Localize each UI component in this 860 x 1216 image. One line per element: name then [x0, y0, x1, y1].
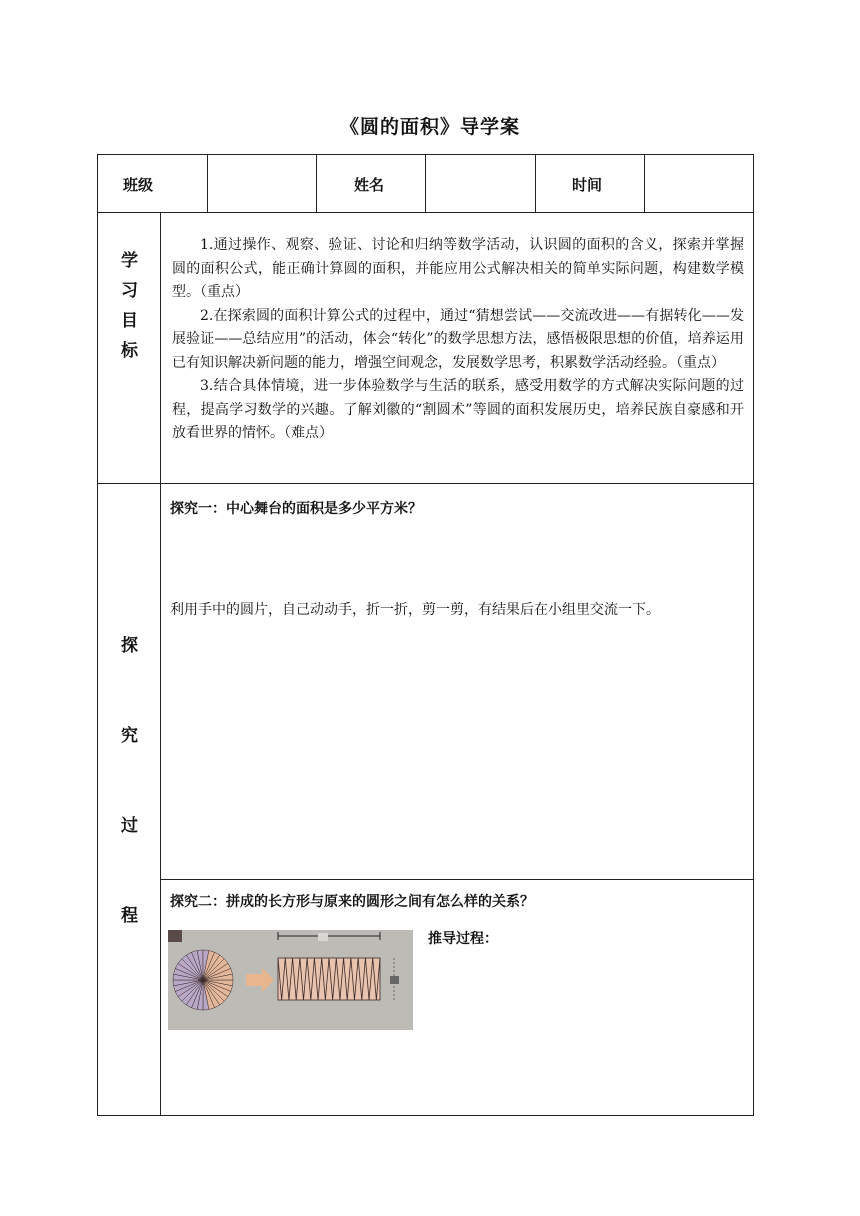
row-divider: [161, 879, 753, 880]
inquiry-one-question: 探究一：中心舞台的面积是多少平方米？: [170, 501, 422, 517]
page-title: 《圆的面积》导学案: [339, 116, 520, 138]
time-label: 时间: [572, 175, 603, 194]
inquiry-two-question: 探究二：拼成的长方形与原来的圆形之间有怎么样的关系？: [170, 894, 534, 910]
col-divider: [316, 155, 317, 212]
rearranged-rectangle-icon: [278, 958, 380, 1000]
dimension-label-blur: [318, 933, 328, 941]
figure-dark-corner: [168, 930, 182, 942]
name-label: 姓名: [354, 175, 385, 194]
goals-label-char: 习: [121, 281, 138, 301]
process-label-char: 程: [121, 906, 138, 926]
derivation-label: 推导过程：: [428, 931, 498, 947]
row-divider: [98, 483, 753, 484]
learning-goals: [172, 234, 744, 446]
name-field[interactable]: [426, 155, 534, 213]
class-label: 班级: [123, 175, 154, 194]
sectored-circle-icon: [173, 950, 233, 1010]
process-label-char: 探: [121, 636, 138, 656]
goal-item: 3.结合具体情境，进一步体验数学与生活的联系，感受用数学的方式解决实际问题的过程，提高学习数学的兴趣。了解刘徽的“割圆术”等圆的面积发展历史，培养民族自豪感和开放看世界的情怀。（难点）: [172, 378, 744, 441]
col-divider: [535, 155, 536, 212]
process-label-char: 究: [121, 726, 138, 746]
inquiry-one-instruction: 利用手中的圆片，自己动动手，折一折，剪一剪，有结果后在小组里交流一下。: [170, 602, 660, 618]
time-field[interactable]: [645, 155, 753, 213]
circle-to-rectangle-svg: [168, 930, 413, 1030]
circle-to-rectangle-figure: [168, 930, 413, 1030]
goal-item: 1.通过操作、观察、验证、讨论和归纳等数学活动，认识圆的面积的含义，探索并掌握圆的面积公式，能正确计算圆的面积，并能应用公式解决相关的简单实际问题，构建数学模型。（重点）: [172, 237, 744, 300]
worksheet-table: [97, 154, 754, 1116]
goals-label-char: 标: [121, 341, 138, 361]
goal-item: 2.在探索圆的面积计算公式的过程中，通过“猜想尝试——交流改进——有据转化——发展验证——总结应用”的活动，体会“转化”的数学思想方法，感悟极限思想的价值，培养运用已有知识解决新问题的能力，增强空间观念，发展数学思考，积累数学活动经验。（重点）: [172, 307, 744, 371]
class-field[interactable]: [208, 155, 316, 213]
process-label-char: 过: [121, 816, 138, 836]
goals-label-char: 学: [121, 251, 138, 271]
height-label-blur: [390, 976, 399, 984]
goals-label-char: 目: [121, 311, 138, 331]
